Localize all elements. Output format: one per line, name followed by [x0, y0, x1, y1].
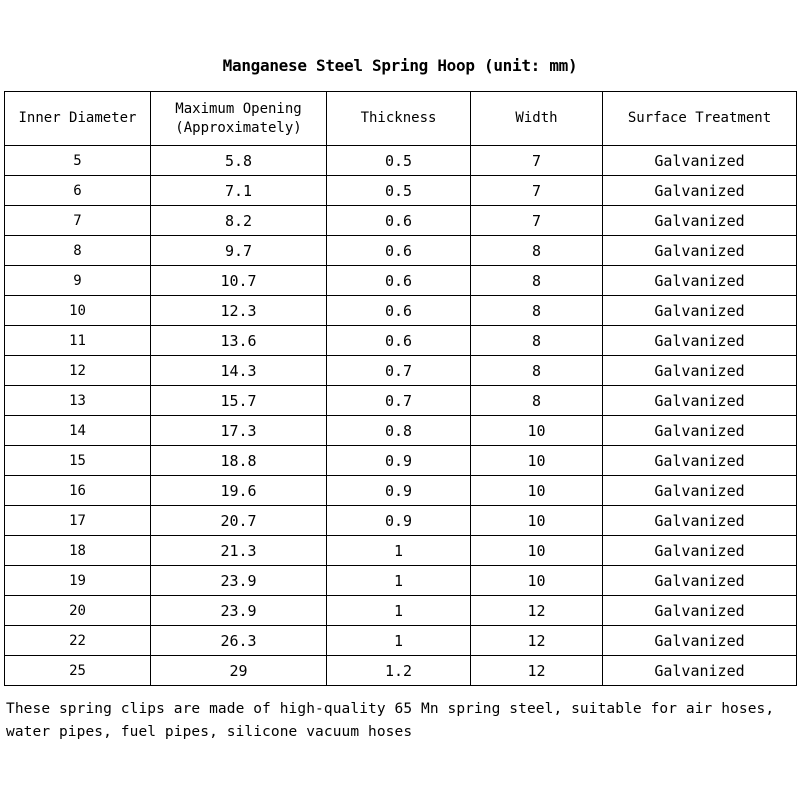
table-row — [5, 536, 797, 566]
width-cell: 8 — [471, 356, 603, 386]
maximum-opening-cell: 9.7 — [151, 236, 327, 266]
surface-treatment-cell: Galvanized — [603, 596, 797, 626]
header-inner-diameter-line: Inner Diameter — [18, 110, 137, 126]
thickness-cell: 0.9 — [327, 446, 471, 476]
table-row — [5, 356, 797, 386]
thickness-cell: 0.6 — [327, 206, 471, 236]
surface-treatment-cell: Galvanized — [603, 266, 797, 296]
maximum-opening-cell: 23.9 — [151, 566, 327, 596]
surface-treatment-cell: Galvanized — [603, 176, 797, 206]
table-body — [5, 146, 797, 686]
maximum-opening-cell: 18.8 — [151, 446, 327, 476]
surface-treatment-cell: Galvanized — [603, 536, 797, 566]
width-cell: 7 — [471, 176, 603, 206]
inner-diameter-cell: 12 — [5, 356, 151, 386]
width-cell: 10 — [471, 476, 603, 506]
inner-diameter-cell: 16 — [5, 476, 151, 506]
maximum-opening-cell: 12.3 — [151, 296, 327, 326]
table-row — [5, 506, 797, 536]
header-maximum-opening-line: (Approximately) — [175, 119, 302, 136]
width-cell: 7 — [471, 146, 603, 176]
table-row — [5, 416, 797, 446]
width-cell: 10 — [471, 506, 603, 536]
header-row — [5, 92, 797, 146]
table-row — [5, 566, 797, 596]
inner-diameter-cell: 25 — [5, 656, 151, 686]
maximum-opening-cell: 15.7 — [151, 386, 327, 416]
thickness-cell: 1 — [327, 566, 471, 596]
inner-diameter-cell: 18 — [5, 536, 151, 566]
surface-treatment-cell: Galvanized — [603, 506, 797, 536]
thickness-cell: 0.6 — [327, 296, 471, 326]
surface-treatment-cell: Galvanized — [603, 446, 797, 476]
thickness-cell: 0.6 — [327, 236, 471, 266]
spec-table — [4, 91, 797, 686]
width-cell: 10 — [471, 566, 603, 596]
maximum-opening-cell: 5.8 — [151, 146, 327, 176]
width-cell: 8 — [471, 296, 603, 326]
maximum-opening-cell: 14.3 — [151, 356, 327, 386]
surface-treatment-cell: Galvanized — [603, 146, 797, 176]
thickness-cell: 0.9 — [327, 506, 471, 536]
surface-treatment-cell: Galvanized — [603, 206, 797, 236]
header-surface-treatment — [603, 92, 797, 146]
inner-diameter-cell: 5 — [5, 146, 151, 176]
width-cell: 8 — [471, 386, 603, 416]
header-inner-diameter — [5, 92, 151, 146]
inner-diameter-cell: 7 — [5, 206, 151, 236]
table-row — [5, 596, 797, 626]
surface-treatment-cell: Galvanized — [603, 626, 797, 656]
inner-diameter-cell: 8 — [5, 236, 151, 266]
inner-diameter-cell: 22 — [5, 626, 151, 656]
table-row — [5, 476, 797, 506]
thickness-cell: 1.2 — [327, 656, 471, 686]
table-row — [5, 146, 797, 176]
table-row — [5, 296, 797, 326]
inner-diameter-cell: 15 — [5, 446, 151, 476]
header-maximum-opening — [151, 92, 327, 146]
thickness-cell: 0.7 — [327, 356, 471, 386]
width-cell: 8 — [471, 236, 603, 266]
maximum-opening-cell: 7.1 — [151, 176, 327, 206]
thickness-cell: 0.7 — [327, 386, 471, 416]
inner-diameter-cell: 13 — [5, 386, 151, 416]
inner-diameter-cell: 11 — [5, 326, 151, 356]
page-title: Manganese Steel Spring Hoop (unit: mm) — [222, 56, 578, 75]
width-cell: 8 — [471, 266, 603, 296]
surface-treatment-cell: Galvanized — [603, 476, 797, 506]
maximum-opening-cell: 21.3 — [151, 536, 327, 566]
maximum-opening-cell: 8.2 — [151, 206, 327, 236]
header-thickness — [327, 92, 471, 146]
surface-treatment-cell: Galvanized — [603, 236, 797, 266]
header-surface-treatment-line: Surface Treatment — [627, 110, 772, 126]
surface-treatment-cell: Galvanized — [603, 326, 797, 356]
maximum-opening-cell: 23.9 — [151, 596, 327, 626]
table-row — [5, 656, 797, 686]
maximum-opening-cell: 20.7 — [151, 506, 327, 536]
surface-treatment-cell: Galvanized — [603, 656, 797, 686]
table-row — [5, 206, 797, 236]
inner-diameter-cell: 9 — [5, 266, 151, 296]
surface-treatment-cell: Galvanized — [603, 296, 797, 326]
inner-diameter-cell: 17 — [5, 506, 151, 536]
surface-treatment-cell: Galvanized — [603, 566, 797, 596]
maximum-opening-cell: 13.6 — [151, 326, 327, 356]
table-row — [5, 236, 797, 266]
table-row — [5, 386, 797, 416]
table-row — [5, 626, 797, 656]
thickness-cell: 0.8 — [327, 416, 471, 446]
maximum-opening-cell: 26.3 — [151, 626, 327, 656]
table-row — [5, 176, 797, 206]
maximum-opening-cell: 19.6 — [151, 476, 327, 506]
footnote: These spring clips are made of high-quality 65 Mn spring steel, suitable for air hoses, water pipes, fuel pipes, silicone vacuum hoses — [6, 701, 775, 740]
header-width-line: Width — [515, 110, 558, 126]
header-thickness-line: Thickness — [360, 110, 437, 126]
header-maximum-opening-line: Maximum Opening — [175, 100, 302, 117]
thickness-cell: 0.6 — [327, 266, 471, 296]
thickness-cell: 0.5 — [327, 176, 471, 206]
table-header — [5, 92, 797, 146]
maximum-opening-cell: 29 — [151, 656, 327, 686]
inner-diameter-cell: 6 — [5, 176, 151, 206]
surface-treatment-cell: Galvanized — [603, 416, 797, 446]
maximum-opening-cell: 10.7 — [151, 266, 327, 296]
thickness-cell: 1 — [327, 626, 471, 656]
inner-diameter-cell: 10 — [5, 296, 151, 326]
width-cell: 12 — [471, 596, 603, 626]
header-width — [471, 92, 603, 146]
inner-diameter-cell: 19 — [5, 566, 151, 596]
table-row — [5, 446, 797, 476]
thickness-cell: 1 — [327, 596, 471, 626]
inner-diameter-cell: 14 — [5, 416, 151, 446]
width-cell: 7 — [471, 206, 603, 236]
surface-treatment-cell: Galvanized — [603, 356, 797, 386]
width-cell: 10 — [471, 446, 603, 476]
table-row — [5, 326, 797, 356]
table-row — [5, 266, 797, 296]
inner-diameter-cell: 20 — [5, 596, 151, 626]
width-cell: 10 — [471, 536, 603, 566]
surface-treatment-cell: Galvanized — [603, 386, 797, 416]
maximum-opening-cell: 17.3 — [151, 416, 327, 446]
thickness-cell: 0.9 — [327, 476, 471, 506]
thickness-cell: 1 — [327, 536, 471, 566]
width-cell: 8 — [471, 326, 603, 356]
width-cell: 12 — [471, 656, 603, 686]
width-cell: 12 — [471, 626, 603, 656]
thickness-cell: 0.5 — [327, 146, 471, 176]
width-cell: 10 — [471, 416, 603, 446]
thickness-cell: 0.6 — [327, 326, 471, 356]
